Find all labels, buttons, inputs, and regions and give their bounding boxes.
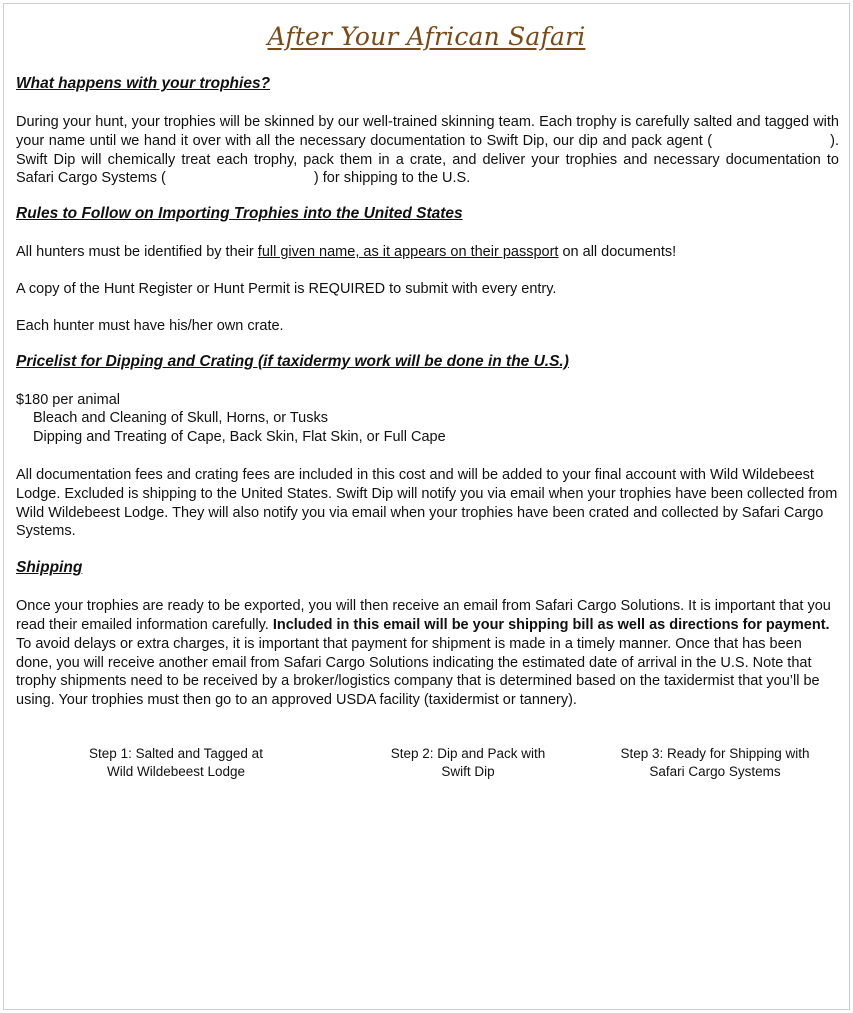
heading-rules: Rules to Follow on Importing Trophies into the United States: [16, 205, 463, 223]
rules-underlined-text: full given name, as it appears on their passport: [257, 244, 559, 261]
price-line: $180 per animal: [16, 391, 120, 408]
trophies-text-1: During your hunt, your trophies will be skinned by our well-trained skinning team. Each trophy is carefully salted and tagged with your name until we hand it over with all the necessary documentation to Swift Dip, our dip and pack agent (: [16, 114, 839, 149]
steps-row: [0, 745, 853, 785]
step-1-line-1: Step 1: Salted and Tagged at: [89, 746, 263, 761]
heading-pricelist: Pricelist for Dipping and Crating (if taxidermy work will be done in the U.S.): [16, 352, 569, 370]
rules-paragraph-3: Each hunter must have his/her own crate.: [16, 317, 284, 334]
heading-trophies: What happens with your trophies?: [16, 75, 271, 92]
rules-text-before: All hunters must be identified by their: [16, 244, 258, 261]
shipping-paragraph: [16, 597, 839, 710]
step-1: [68, 745, 284, 781]
step-3-line-2: Safari Cargo Systems: [649, 764, 781, 779]
document-body: [16, 74, 839, 710]
price-item-1: Bleach and Cleaning of Skull, Horns, or Tusks: [33, 410, 328, 427]
step-2-line-1: Step 2: Dip and Pack with: [390, 746, 546, 761]
shipping-text-1: Once your trophies are ready to be exported, you will then receive an email from Safari Cargo Solutions. It is important that you read their emailed information carefully.: [16, 598, 831, 633]
rules-paragraph-1: [16, 243, 839, 262]
trophies-text-2: ). Swift Dip will chemically treat each trophy, pack them in a crate, and deliver your trophies and necessary documentation to Safari Cargo Systems (: [16, 132, 839, 187]
shipping-text-2: To avoid delays or extra charges, it is important that payment for shipment is made in a timely manner. Once that has been done, you will receive another email from Safari Cargo Solutions indicating the estimated date of arrival in the U.S. Note that trophy shipments need to be received by a broker/logistics company that is determined based on the taxidermist that you’ll be using. Your trophies must then go to an approved USDA facility (taxidermist or tannery).: [16, 635, 820, 709]
trophies-paragraph: [16, 113, 839, 188]
heading-shipping: Shipping: [16, 559, 83, 577]
shipping-bold-text: Included in this email will be your shipping bill as well as directions for payment.: [272, 616, 830, 633]
step-3-line-1: Step 3: Ready for Shipping with: [620, 746, 810, 761]
step-2: [378, 745, 558, 781]
step-2-line-2: Swift Dip: [441, 764, 495, 779]
rules-paragraph-2: A copy of the Hunt Register or Hunt Permit is REQUIRED to submit with every entry.: [16, 280, 557, 297]
pricelist-paragraph: All documentation fees and crating fees are included in this cost and will be added to your final account with Wild Wildebeest Lodge. Excluded is shipping to the United States. Swift Dip will notify you via email when your trophies have been collected from Wild Wildebeest Lodge. They will also notify you via email when your trophies have been crated and collected by Safari Cargo Systems.: [16, 466, 838, 540]
step-3: [606, 745, 824, 781]
step-1-line-2: Wild Wildebeest Lodge: [106, 764, 246, 779]
page-title: After Your African Safari: [267, 22, 586, 51]
rules-text-after: on all documents!: [558, 244, 677, 261]
trophies-text-3: ) for shipping to the U.S.: [313, 170, 471, 187]
price-item-2: Dipping and Treating of Cape, Back Skin, Flat Skin, or Full Cape: [33, 429, 446, 446]
